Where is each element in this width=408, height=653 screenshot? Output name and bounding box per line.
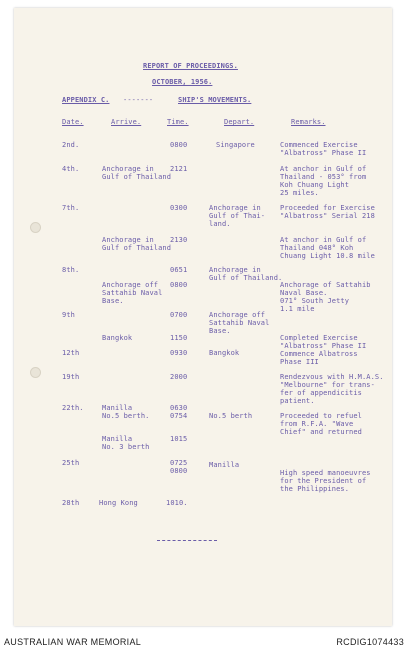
row-date: 7th.	[62, 204, 80, 212]
row-time: 2130	[170, 236, 188, 244]
row-arrive: Bangkok	[102, 334, 133, 342]
row-time: 0300	[170, 204, 188, 212]
row-arrive: Anchorage off Sattahib Naval Base.	[102, 281, 163, 305]
row-date: 12th	[62, 349, 80, 357]
row-depart: Anchorage in Gulf of Thailand.	[209, 266, 283, 282]
row-depart: Anchorage in Gulf of Thai- land.	[209, 204, 266, 228]
row-time: 0725 0800	[170, 459, 188, 475]
row-time: 0800	[170, 281, 188, 289]
row-remarks: Anchorage of Sattahib Naval Base. 071° South Jetty 1.1 mile	[280, 281, 371, 313]
row-time: 0700	[170, 311, 188, 319]
row-time: 2121	[170, 165, 188, 173]
row-date: 8th.	[62, 266, 80, 274]
row-date: 19th	[62, 373, 80, 381]
report-title: REPORT OF PROCEEDINGS.	[143, 62, 238, 70]
row-date: 4th.	[62, 165, 80, 173]
row-time: 1010.	[166, 499, 188, 507]
row-remarks: Commenced Exercise "Albatross" Phase II	[280, 141, 367, 157]
header-remarks: Remarks.	[291, 118, 326, 126]
row-remarks: Proceeded to refuel from R.F.A. "Wave Chief" and returned	[280, 412, 362, 436]
row-time: 1150	[170, 334, 188, 342]
header-depart: Depart.	[224, 118, 255, 126]
row-time: 1015	[170, 435, 188, 443]
row-depart: Anchorage off Sattahib Naval Base.	[209, 311, 270, 335]
row-date: 25th	[62, 459, 80, 467]
row-date: 22th.	[62, 404, 84, 412]
row-arrive: Anchorage in Gulf of Thailand	[102, 236, 172, 252]
row-remarks: Completed Exercise "Albatross" Phase II Commence Albatross Phase III	[280, 334, 367, 366]
row-depart: Singapore	[216, 141, 255, 149]
header-arrive: Arrive.	[111, 118, 142, 126]
punch-hole	[30, 222, 41, 233]
row-date: 28th	[62, 499, 80, 507]
footer-institution: AUSTRALIAN WAR MEMORIAL	[4, 637, 142, 647]
row-depart: Bangkok	[209, 349, 240, 357]
header-time: Time.	[167, 118, 189, 126]
row-time: 0651	[170, 266, 188, 274]
row-date: 9th	[62, 311, 75, 319]
row-depart: No.5 berth	[209, 412, 253, 420]
row-remarks: High speed manoeuvres for the President of the Philippines.	[280, 469, 371, 493]
report-month: OCTOBER, 1956.	[152, 78, 213, 86]
heading-dashes: -------	[123, 96, 154, 104]
row-arrive: Hong Kong	[99, 499, 138, 507]
row-arrive: Anchorage in Gulf of Thailand	[102, 165, 172, 181]
row-remarks: At anchor in Gulf of Thailand - 053° from Koh Chuang Light 25 miles.	[280, 165, 367, 197]
section-title: SHIP'S MOVEMENTS.	[178, 96, 252, 104]
row-time: 0800	[170, 141, 188, 149]
row-time: 2000	[170, 373, 188, 381]
header-date: Date.	[62, 118, 84, 126]
row-time: 0930	[170, 349, 188, 357]
row-arrive: Manilla No. 3 berth	[102, 435, 150, 451]
closing-rule	[157, 540, 217, 541]
row-remarks: Proceeded for Exercise "Albatross" Serial 218	[280, 204, 375, 220]
row-remarks: Rendezvous with H.M.A.S. "Melbourne" for trans- fer of appendicitis patient.	[280, 373, 384, 405]
row-depart: Manilla	[209, 461, 240, 469]
row-date: 2nd.	[62, 141, 80, 149]
row-remarks: At anchor in Gulf of Thailand 048° Koh Chuang Light 10.8 mile	[280, 236, 375, 260]
punch-hole	[30, 367, 41, 378]
appendix-label: APPENDIX C.	[62, 96, 110, 104]
row-arrive: Manilla No.5 berth.	[102, 404, 150, 420]
footer-record-id: RCDIG1074433	[336, 637, 404, 647]
row-time: 0630 0754	[170, 404, 188, 420]
